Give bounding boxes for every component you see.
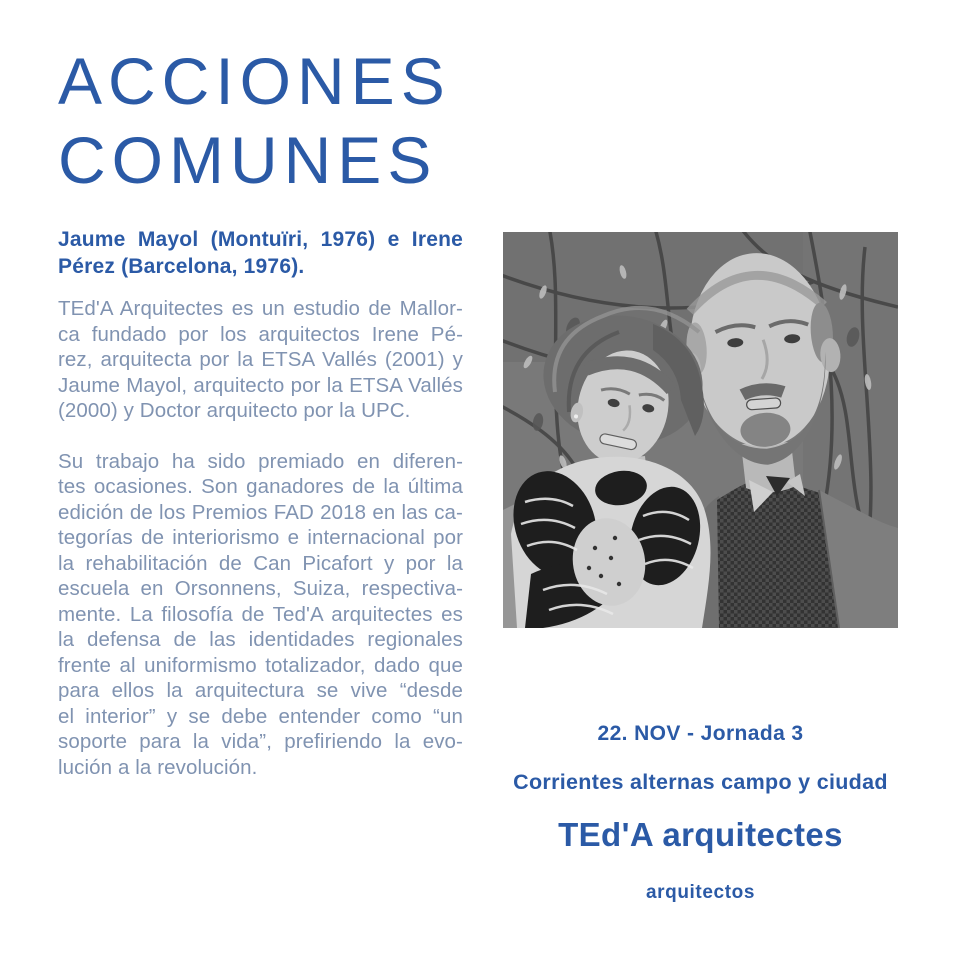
bio-line: ca fundado por los arquitectos Irene Pé- [58,322,463,346]
intro-line: Jaume Mayol (Montuïri, 1976) e Irene [58,228,463,251]
intro-line: Pérez (Barcelona, 1976). [58,255,305,278]
bio-line: escuela en Orsonnens, Suiza, respectiva- [58,577,463,600]
bio-line: tes ocasiones. Son ganadores de la última [58,475,463,498]
bio-line: edición de los Premios FAD 2018 en las ca- [58,500,463,524]
bio-line: rez, arquitecta por la ETSA Vallés (2001) y [58,348,463,371]
bio-line: mente. La filosofía de Ted'A arquitectes es [58,602,463,626]
bio-line: Jaume Mayol, arquitecto por la ETSA Vallés [58,373,463,397]
title-line-2: COMUNES [58,123,438,197]
bio-line: tegorías de interiorismo e internacional por [58,526,463,549]
bio-line: lución a la revolución. [58,755,258,779]
bio-paragraph-2 [58,449,463,781]
event-date: 22. NOV - Jornada 3 [597,722,804,745]
bio-line: TEd'A Arquitectes es un estudio de Mallor- [58,297,463,320]
portrait-photo [503,232,898,628]
bio-line: (2000) y Doctor arquitecto por la UPC. [58,399,411,422]
bio-line: para ellos la arquitectura se vive “desde [58,679,463,702]
intro-paragraph [58,226,463,280]
event-session-title: Corrientes alternas campo y ciudad [513,770,888,794]
bio-line: soporte para la vida”, prefiriendo la evo- [58,730,463,753]
bio-line: el interior” y se debe entender como “un [58,704,463,728]
bio-line: la defensa de las identidades regionales [58,628,463,651]
portrait-photo-graphic [503,232,898,628]
poster-title [58,42,451,200]
event-role: arquitectos [645,882,755,903]
bio-line: Su trabajo ha sido premiado en diferen- [58,449,463,473]
title-line-1: ACCIONES [58,44,451,118]
bio-line: frente al uniformismo totalizador, dado que [58,653,463,677]
bio-column [58,226,463,780]
bio-line: la rehabilitación de Can Picafort y por la [58,551,463,575]
event-studio-name: TEd'A arquitectes [558,816,843,853]
bio-paragraph-1 [58,296,463,424]
